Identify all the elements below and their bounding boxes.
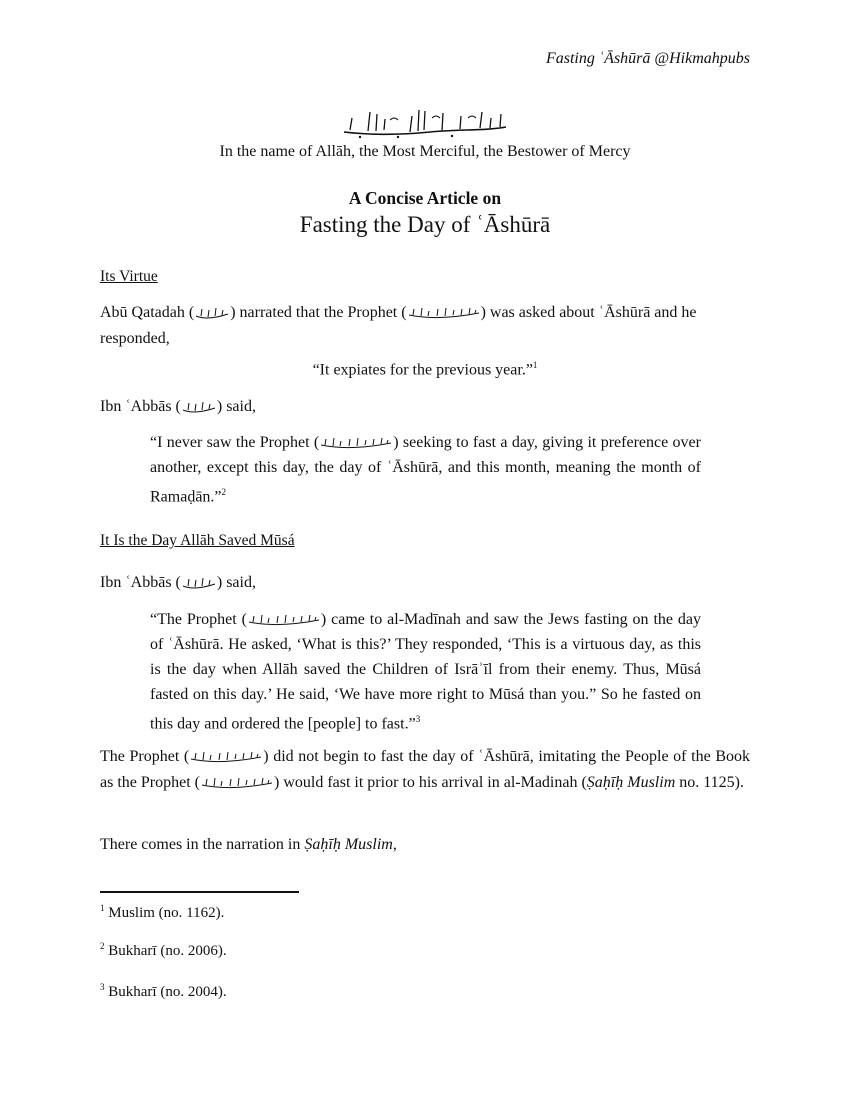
paragraph-abu-qatadah <box>100 300 750 383</box>
section-heading-virtue: Its Virtue <box>100 268 158 285</box>
text-run: “I never saw the Prophet ( <box>150 434 320 451</box>
text-run: Abū Qatadah ( <box>100 304 195 321</box>
footnote-number: 2 <box>100 941 105 951</box>
paragraph-people-of-book <box>100 744 750 796</box>
article-title-line2: Fasting the Day of ʿĀshūrā <box>299 212 551 237</box>
section-heading-musa: It Is the Day Allāh Saved Mūsá <box>100 532 295 549</box>
page-header: Fasting ʿĀshūrā @Hikmahpubs <box>545 50 750 67</box>
footnote-divider <box>100 891 299 893</box>
text-run: responded, <box>100 330 170 347</box>
text-run: There comes in the narration in <box>100 836 305 853</box>
salallahu-alayhi-wasallam-icon <box>201 776 273 790</box>
paragraph-ibn-abbas-1 <box>100 394 750 420</box>
basmala-calligraphy-icon <box>340 104 510 140</box>
blockquote-madinah <box>150 607 701 736</box>
source-title: Ṣaḥīḥ Muslim <box>304 836 393 853</box>
basmala-translation: In the name of Allāh, the Most Merciful, the Bestower of Mercy <box>219 143 631 160</box>
radiyallahu-anhu-icon <box>195 306 229 320</box>
source-title: Ṣaḥīḥ Muslim <box>586 774 676 791</box>
quote-text: “It expiates for the previous year.” <box>312 361 533 379</box>
text-run: ) narrated that the Prophet ( <box>230 304 407 321</box>
text-run: ) said, <box>216 574 256 591</box>
text-run: , <box>392 836 397 853</box>
footnote-ref: 3 <box>415 714 421 724</box>
basmala-calligraphy <box>0 104 850 145</box>
text-run: Ibn ʿAbbās ( <box>100 574 181 591</box>
salallahu-alayhi-wasallam-icon <box>408 306 480 320</box>
text-run: Ibn ʿAbbās ( <box>100 398 181 415</box>
blockquote-preference <box>150 430 701 509</box>
footnote-ref: 2 <box>221 487 227 497</box>
radiyallahu-anhuma-icon <box>182 576 216 590</box>
article-title-line1: A Concise Article on <box>348 188 502 208</box>
text-run: ) did not begin to fast the day of ʿĀshūrā, imitating the People of the Book as the Prophet ( <box>100 748 750 791</box>
salallahu-alayhi-wasallam-icon <box>190 750 262 764</box>
footnote-number: 1 <box>100 903 105 913</box>
text-run: ) seeking to fast a day, giving it preference over another, except this day, the day of ʿĀshūrā, and this month, meaning the month of Ramaḍān.” <box>150 434 701 506</box>
quote-expiates <box>100 352 750 383</box>
paragraph-ibn-abbas-2 <box>100 570 750 596</box>
salallahu-alayhi-wasallam-icon <box>248 613 320 627</box>
text-run: “The Prophet ( <box>150 611 247 628</box>
text-run: ) was asked about ʿĀshūrā and he <box>480 304 697 321</box>
footnote-text: Muslim (no. 1162). <box>104 905 225 921</box>
footnote-1 <box>100 903 224 922</box>
footnote-ref: 1 <box>532 360 538 370</box>
text-run: ) said, <box>216 398 256 415</box>
footnote-text: Bukharī (no. 2006). <box>104 943 227 959</box>
paragraph-narration-muslim <box>100 832 750 858</box>
salallahu-alayhi-wasallam-icon <box>320 436 392 450</box>
radiyallahu-anhuma-icon <box>182 400 216 414</box>
text-run: ) came to al-Madīnah and saw the Jews fasting on the day of ʿĀshūrā. He asked, ‘What is this?’ They responded, ‘This is a virtuous day, as this is the day when Allāh saved the Children of Isrāʾīl from their enemy. Thus, Mūsá fasted on this day.’ He said, ‘We have more right to Mūsá than you.” So he fasted on this day and ordered the [people] to fast.” <box>150 611 702 733</box>
text-run: no. 1125). <box>675 774 744 791</box>
footnote-2 <box>100 941 227 960</box>
footnote-3 <box>100 982 227 1001</box>
text-run: The Prophet ( <box>100 748 190 765</box>
footnote-number: 3 <box>100 982 105 992</box>
footnote-text: Bukharī (no. 2004). <box>104 984 227 1000</box>
text-run: ) would fast it prior to his arrival in al-Madinah ( <box>273 774 587 791</box>
